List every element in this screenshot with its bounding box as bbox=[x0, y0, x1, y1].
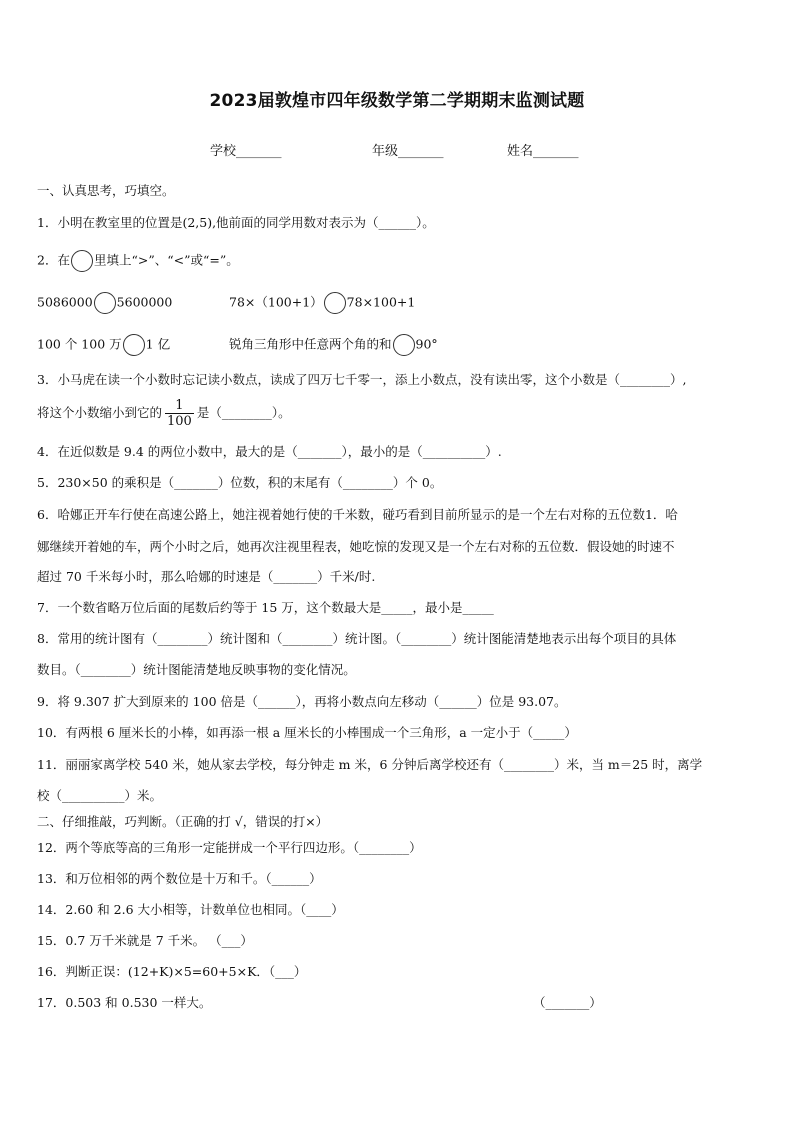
question-8-line-2: 数目。（________）统计图能清楚地反映事物的变化情况。 bbox=[37, 662, 356, 677]
question-2-text-a: 2．在 bbox=[37, 252, 70, 268]
question-7: 7．一个数省略万位后面的尾数后约等于 15 万，这个数最大是_____，最小是_____ bbox=[37, 600, 494, 615]
question-2-text-b: 里填上“>”、“<”或“=”。 bbox=[93, 252, 239, 268]
compare-circle-icon bbox=[324, 292, 346, 314]
question-13: 13．和万位相邻的两个数位是十万和千。（______） bbox=[37, 871, 322, 886]
grade-field: 年级_______ bbox=[372, 144, 444, 159]
question-2-row-1-right bbox=[229, 292, 415, 314]
question-3-text: 将这个小数缩小到它的 bbox=[37, 405, 163, 420]
question-10: 10．有两根 6 厘米长的小棒，如再添一根 a 厘米长的小棒围成一个三角形，a 一定小于（_____） bbox=[37, 725, 577, 740]
question-16: 16．判断正误：(12+K)×5=60+5×K．（___） bbox=[37, 964, 307, 979]
compare-circle-icon bbox=[123, 334, 145, 356]
fraction-denominator: 100 bbox=[167, 414, 192, 429]
question-12: 12．两个等底等高的三角形一定能拼成一个平行四边形。（________） bbox=[37, 840, 422, 855]
question-14: 14．2.60 和 2.6 大小相等，计数单位也相同。（____） bbox=[37, 902, 344, 917]
question-11-line-2: 校（__________）米。 bbox=[37, 788, 163, 803]
compare-circle-icon bbox=[71, 250, 93, 272]
compare-value: 78×（100+1） bbox=[229, 294, 323, 310]
question-4: 4．在近似数是 9.4 的两位小数中，最大的是（_______），最小的是（__________）. bbox=[37, 444, 502, 459]
question-2-row-2-left bbox=[37, 334, 170, 356]
school-field: 学校_______ bbox=[210, 144, 282, 159]
compare-value: 5600000 bbox=[116, 294, 173, 310]
compare-value: 100 个 100 万 bbox=[37, 336, 122, 352]
question-6-line-1: 6．哈娜正开车行使在高速公路上，她注视着她行使的千米数，碰巧看到目前所显示的是一个左右对称的五位数1．哈 bbox=[37, 507, 678, 522]
question-15: 15．0.7 万千米就是 7 千米。 （___） bbox=[37, 933, 253, 948]
name-field: 姓名_______ bbox=[507, 144, 579, 159]
section-2-heading: 二、仔细推敲，巧判断。（正确的打 √，错误的打×） bbox=[37, 814, 329, 829]
question-2 bbox=[37, 250, 239, 272]
question-3-text: 是（________）。 bbox=[196, 405, 291, 420]
question-17-answer-blank: （_______） bbox=[533, 995, 602, 1010]
question-3-line-2 bbox=[37, 398, 291, 429]
compare-circle-icon bbox=[393, 334, 415, 356]
compare-value: 5086000 bbox=[37, 294, 93, 310]
question-6-line-3: 超过 70 千米每小时，那么哈娜的时速是（_______）千米/时. bbox=[37, 569, 376, 584]
question-9: 9．将 9.307 扩大到原来的 100 倍是（______），再将小数点向左移动（______）位是 93.07。 bbox=[37, 694, 567, 709]
compare-value: 1 亿 bbox=[145, 336, 171, 352]
question-3-line-1: 3．小马虎在读一个小数时忘记读小数点，读成了四万七千零一，添上小数点，没有读出零，这个小数是（________）, bbox=[37, 372, 687, 387]
section-1-heading: 一、认真思考，巧填空。 bbox=[37, 183, 175, 198]
exam-title: 2023届敦煌市四年级数学第二学期期末监测试题 bbox=[209, 91, 585, 111]
fraction-numerator: 1 bbox=[165, 398, 194, 414]
question-2-row-1-left bbox=[37, 292, 172, 314]
question-11-line-1: 11．丽丽家离学校 540 米，她从家去学校，每分钟走 m 米，6 分钟后离学校还有（________）米，当 m＝25 时，离学 bbox=[37, 757, 703, 772]
question-8-line-1: 8．常用的统计图有（________）统计图和（________）统计图。（________）统计图能清楚地表示出每个项目的具体 bbox=[37, 631, 677, 646]
question-1: 1．小明在教室里的位置是(2,5),他前面的同学用数对表示为（______）。 bbox=[37, 215, 435, 230]
question-17: 17．0.503 和 0.530 一样大。 bbox=[37, 995, 212, 1010]
compare-circle-icon bbox=[94, 292, 116, 314]
compare-value: 90° bbox=[415, 336, 438, 352]
fraction bbox=[165, 398, 194, 429]
compare-value: 锐角三角形中任意两个角的和 bbox=[229, 336, 392, 352]
question-5: 5．230×50 的乘积是（_______）位数，积的末尾有（________）个 0。 bbox=[37, 475, 443, 490]
question-2-row-2-right bbox=[229, 334, 438, 356]
question-6-line-2: 娜继续开着她的车，两个小时之后，她再次注视里程表，她吃惊的发现又是一个左右对称的五位数．假设她的时速不 bbox=[37, 539, 675, 554]
compare-value: 78×100+1 bbox=[346, 294, 416, 310]
